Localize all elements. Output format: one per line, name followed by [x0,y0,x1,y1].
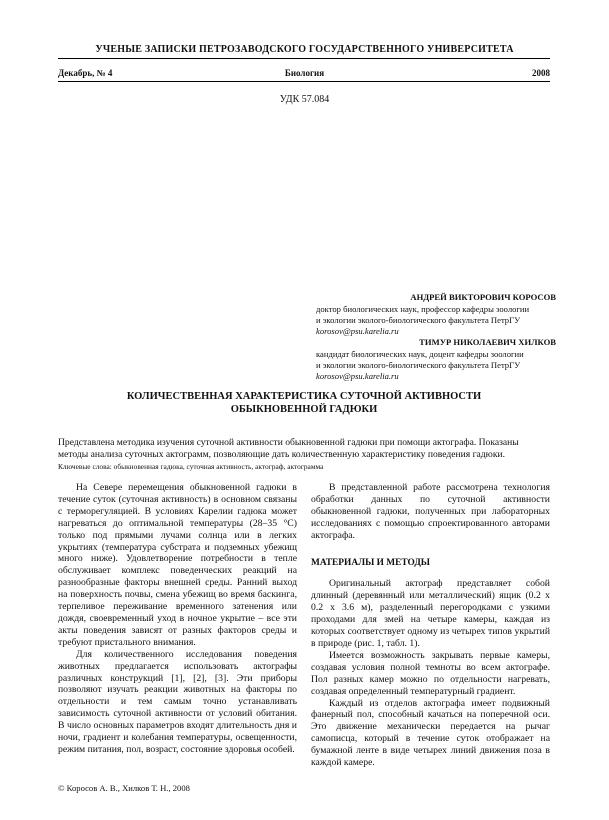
abstract: Представлена методика изучения суточной активности обыкновенной гадюки при помощи актографа. Показаны методы анализа суточных актограмм, позволяющие дать количественную характеристику поведения гадюки. [58,437,519,460]
author-position: кандидат биологических наук, доцент кафедры зоологии [316,349,524,359]
paragraph: Имеется возможность закрывать первые камеры, создавая условия полной темноты во всем актографе. Пол разных камер можно по отдельности нагревать, создавая определенный температурный градиент. [311,649,550,697]
author-position: доктор биологических наук, профессор кафедры зоологии [316,304,530,314]
paragraph: В представленной работе рассмотрена технология обработки данных по суточной активности обыкновенной гадюки, полученных при лабораторных исследованиях с помощью спроектированного авторами актографа. [311,482,550,541]
udc-code: УДК 57.084 [279,94,330,105]
author-email[interactable]: korosov@psu.karelia.ru [316,371,399,381]
article-title [58,390,550,416]
header-rule-top [58,58,550,59]
issue-label: Декабрь, № 4 [58,68,113,78]
article-title-line-2: ОБЫКНОВЕННОЙ ГАДЮКИ [230,404,378,415]
paragraph: На Севере перемещения обыкновенной гадюки в течение суток (суточная активность) в основном связаны с терморегуляцией. В условиях Карелии гадюка может нагреваться до оптимальной температуры (28–35 °С) только под прямыми лучами солнца или в легких укрытиях (температура субстрата и подземных убежищ много ниже). Удовлетворение потребности в тепле обслуживает комплекс поведенческих реакций на разнообразные факторы внешней среды. Ранний выход на поверхность почвы, смена убежищ во время баскинга, терпеливое переживание временного затенения или дождя, своевременный уход в ночное укрытие – все эти акты поведения зависят от разных факторов среды и требуют пристального внимания. [58,482,297,648]
left-column [58,482,297,756]
right-column [311,482,550,769]
author-affiliation: и экологии эколого-биологического факультета ПетрГУ [316,315,521,325]
author-name: АНДРЕЙ ВИКТОРОВИЧ КОРОСОВ [410,292,556,302]
paragraph: Оригинальный актограф представляет собой длинный (деревянный или металлический) ящик (0.2 х 0.2 х 3.6 м), разделенный перегородками с узкими проходами для змей на четыре камеры, каждая из которых соответствует одному из четырех типов укрытий в природе (рис. 1, табл. 1). [311,578,550,649]
author-email[interactable]: korosov@psu.karelia.ru [316,326,399,336]
section-heading: МАТЕРИАЛЫ И МЕТОДЫ [311,557,430,568]
keywords: Ключевые слова: обыкновенная гадюка, суточная активность, актограф, актограмма [58,462,324,471]
author-affiliation: и экологии эколого-биологического факультета ПетрГУ [316,360,521,370]
author-block-1 [316,292,556,337]
article-title-line-1: КОЛИЧЕСТВЕННАЯ ХАРАКТЕРИСТИКА СУТОЧНОЙ АКТИВНОСТИ [126,391,482,402]
journal-title: УЧЕНЫЕ ЗАПИСКИ ПЕТРОЗАВОДСКОГО ГОСУДАРСТВЕННОГО УНИВЕРСИТЕТА [95,44,514,55]
author-name: ТИМУР НИКОЛАЕВИЧ ХИЛКОВ [419,337,556,347]
author-block-2 [316,337,556,382]
paragraph: Для количественного исследования поведения животных предлагается использовать актографы различных конструкций [1], [2], [3]. Эти приборы позволяют изучать реакции животных на факторы по отдельности и тем самым точно устанавливать зависимость суточной активности от условий обитания. В число основных параметров входят длительность дня и ночи, градиент и колебания температуры, освещенности, режим питания, пол, возраст, состояние здоровья особей. [58,648,297,755]
year-label: 2008 [532,68,550,78]
section-label: Биология [284,68,325,78]
header-rule-bottom [58,81,550,82]
paragraph: Каждый из отделов актографа имеет подвижный фанерный пол, способный качаться на поперечной оси. Это движение механически передается на рычаг самописца, который в течение суток отображает на бумажной ленте в виде четырех линий движения поза в каждой камере. [311,697,550,769]
copyright: © Коросов А. В., Хилков Т. Н., 2008 [58,783,190,793]
